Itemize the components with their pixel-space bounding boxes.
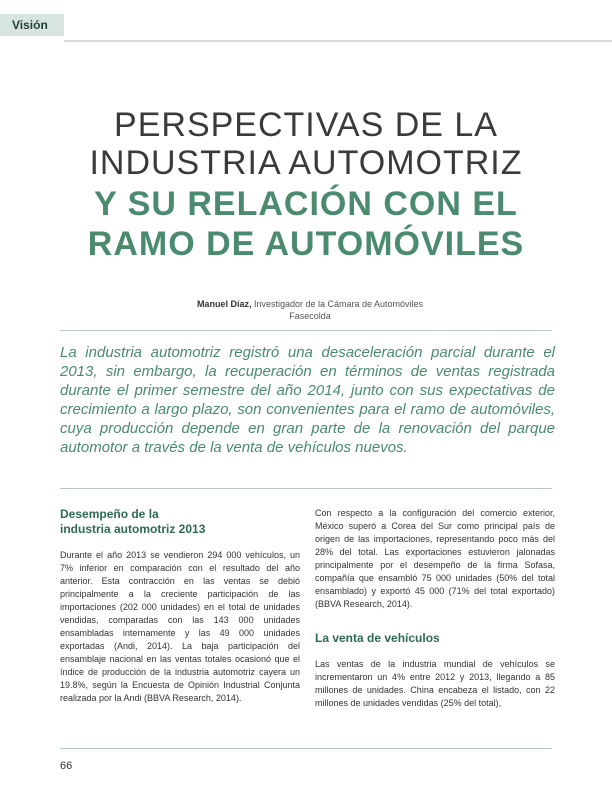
title-line-1: PERSPECTIVAS DE LA [114, 106, 498, 144]
title-line-3: Y SU RELACIÓN CON EL [94, 185, 518, 223]
title-line-2: INDUSTRIA AUTOMOTRIZ [89, 144, 523, 182]
title-line-4: RAMO DE AUTOMÓVILES [87, 225, 525, 263]
section-heading: La venta de vehículos [315, 631, 440, 645]
heading-line-1: Desempeño de la [60, 507, 159, 521]
divider [60, 488, 552, 489]
section-label: Visión [12, 18, 48, 32]
lead-paragraph: La industria automotriz registró una desaceleración parcial durante el 2013, sin embargo, la recuperación en términos de ventas registrada durante el primer semestre del año 2014, junto con sus expectativas de crecimiento a largo plazo, son convenientes para el ramo de automóviles, cuya producción depende en gran parte de la renovación del parque automotor a través de la venta de vehículos nuevos. [60, 344, 555, 456]
section-tab [0, 14, 64, 36]
left-column [60, 507, 300, 711]
heading-line-2: industria automotriz 2013 [60, 522, 206, 536]
body-paragraph: Las ventas de la industria mundial de vehículos se incrementaron un 4% entre 2012 y 2013, llegando a 85 millones de unidades. China encabeza el listado, con 22 millones de unidades vendidas (25% del total), [315, 659, 555, 708]
author-org: Fasecolda [289, 311, 331, 321]
body-paragraph: Durante el año 2013 se vendieron 294 000 vehículos, un 7% inferior en comparación con el resultado del año anterior. Esta contracción en las ventas se debió principalmente a la creciente participación de las importaciones (202 000 unidades) en el total de unidades vendidas, comparadas con las 143 000 unidades ensambladas internamente y las 49 000 unidades exportadas (Andi, 2014). La baja participación del ensamblaje nacional en las ventas totales ocasionó que el índice de producción de la industria automotriz cayera un 19.8%, según la Encuesta de Opinión Industrial Conjunta realizada por la Andi (BBVA Research, 2014). [60, 550, 300, 703]
divider [60, 330, 552, 331]
section-heading [60, 507, 300, 537]
page-number: 66 [60, 760, 73, 772]
top-rule [64, 40, 612, 42]
bottom-rule [60, 748, 552, 749]
author-role: Investigador de la Cámara de Automóviles [253, 299, 424, 309]
author-name: Manuel Díaz, [196, 299, 252, 309]
byline [160, 298, 460, 322]
body-paragraph: Con respecto a la configuración del comercio exterior, México superó a Corea del Sur como principal país de origen de las importaciones, representando poco más del 28% del total. Las exportaciones estuvieron jalonadas principalmente por el desempeño de la firma Sofasa, compañía que ensambló 75 000 unidades (50% del total ensamblado) y exportó 45 000 (71% del total exportado) (BBVA Research, 2014). [315, 508, 555, 609]
right-column [315, 507, 555, 716]
article-title [20, 106, 592, 264]
